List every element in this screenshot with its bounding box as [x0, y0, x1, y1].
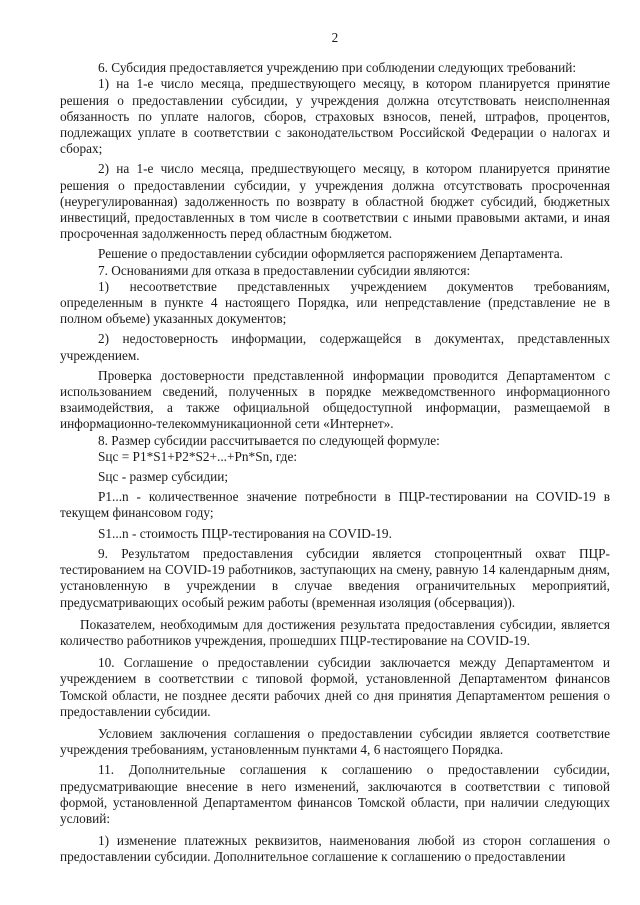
paragraph-11-1: 1) изменение платежных реквизитов, наименования любой из сторон соглашения о предоставлении субсидии. Дополнительное соглашение к соглашению о предоставлении: [60, 833, 610, 865]
paragraph-7-1: 1) несоответствие представленных учреждением документов требованиям, определенным в пункте 4 настоящего Порядка, или непредставление (представление не в полном объеме) указанных документов;: [60, 278, 610, 327]
paragraph-6: 6. Субсидия предоставляется учреждению при соблюдении следующих требований:: [98, 60, 577, 76]
paragraph-8: 8. Размер субсидии рассчитывается по следующей формуле:: [98, 432, 440, 448]
formula-def-s: Sцс - размер субсидии;: [98, 469, 229, 485]
paragraph-7: 7. Основаниями для отказа в предоставлении субсидии являются:: [98, 262, 471, 278]
paragraph-indicator: Показателем, необходимым для достижения результата предоставления субсидии, является количество работников учреждения, прошедших ПЦР-тестирование на COVID-19.: [60, 616, 610, 648]
paragraph-condition: Условием заключения соглашения о предоставлении субсидии является соответствие учреждения требованиям, установленным пунктами 4, 6 настоящего Порядка.: [60, 725, 610, 758]
paragraph-10: 10. Соглашение о предоставлении субсидии заключается между Департаментом и учреждением в соответствии с типовой формой, установленной Департаментом финансов Томской области, не позднее десяти рабочих дней со дня принятия Департаментом решения о предоставлении субсидии.: [60, 655, 610, 719]
paragraph-7-2: 2) недостоверность информации, содержащейся в документах, представленных учреждением.: [60, 331, 610, 363]
paragraph-verification: Проверка достоверности представленной информации проводится Департаментом с использованием сведений, полученных в порядке межведомственного информационного взаимодействия, а также официальной общедоступной информации, размещаемой в информационно-телекоммуникационной сети «Интернет».: [60, 367, 610, 432]
paragraph-6-2: 2) на 1-е число месяца, предшествующего месяцу, в котором планируется принятие решения о предоставлении субсидии, у учреждения должна отсутствовать просроченная (неурегулированная) задолженность по возврату в областной бюджет субсидий, бюджетных инвестиций, предоставленных в том числе в соответствии с иными правовыми актами, и иная просроченная задолженность перед областным бюджетом.: [60, 161, 610, 242]
paragraph-11: 11. Дополнительные соглашения к соглашению о предоставлении субсидии, предусматривающие внесение в него изменений, заключаются в соответствии с типовой формой, установленной Департаментом финансов Томской области, при наличии следующих условий:: [60, 762, 610, 826]
formula-def-cost: S1...n - стоимость ПЦР-тестирования на COVID-19.: [98, 525, 392, 541]
paragraph-9: 9. Результатом предоставления субсидии является стопроцентный охват ПЦР-тестированием на COVID-19 работников, заступающих на смену, равную 14 календарным дням, установленную в учреждении в случае введения ограничительных мероприятий, предусматривающих особый режим работы (временная изоляция (обсервация)).: [60, 545, 610, 610]
paragraph-decision: Решение о предоставлении субсидии оформляется распоряжением Департамента.: [98, 246, 563, 262]
formula-def-p: P1...n - количественное значение потребности в ПЦР-тестировании на COVID-19 в текущем финансовом году;: [60, 489, 610, 521]
paragraph-6-1: 1) на 1-е число месяца, предшествующего месяцу, в котором планируется принятие решения о предоставлении субсидии, у учреждения должна отсутствовать неисполненная обязанность по уплате налогов, сборов, страховых взносов, пеней, штрафов, процентов, подлежащих уплате в соответствии с законодательством Российской Федерации о налогах и сборах;: [60, 76, 610, 157]
page-number: 2: [331, 30, 339, 45]
formula: Sцс = P1*S1+P2*S2+...+Pn*Sn, где:: [98, 448, 298, 464]
